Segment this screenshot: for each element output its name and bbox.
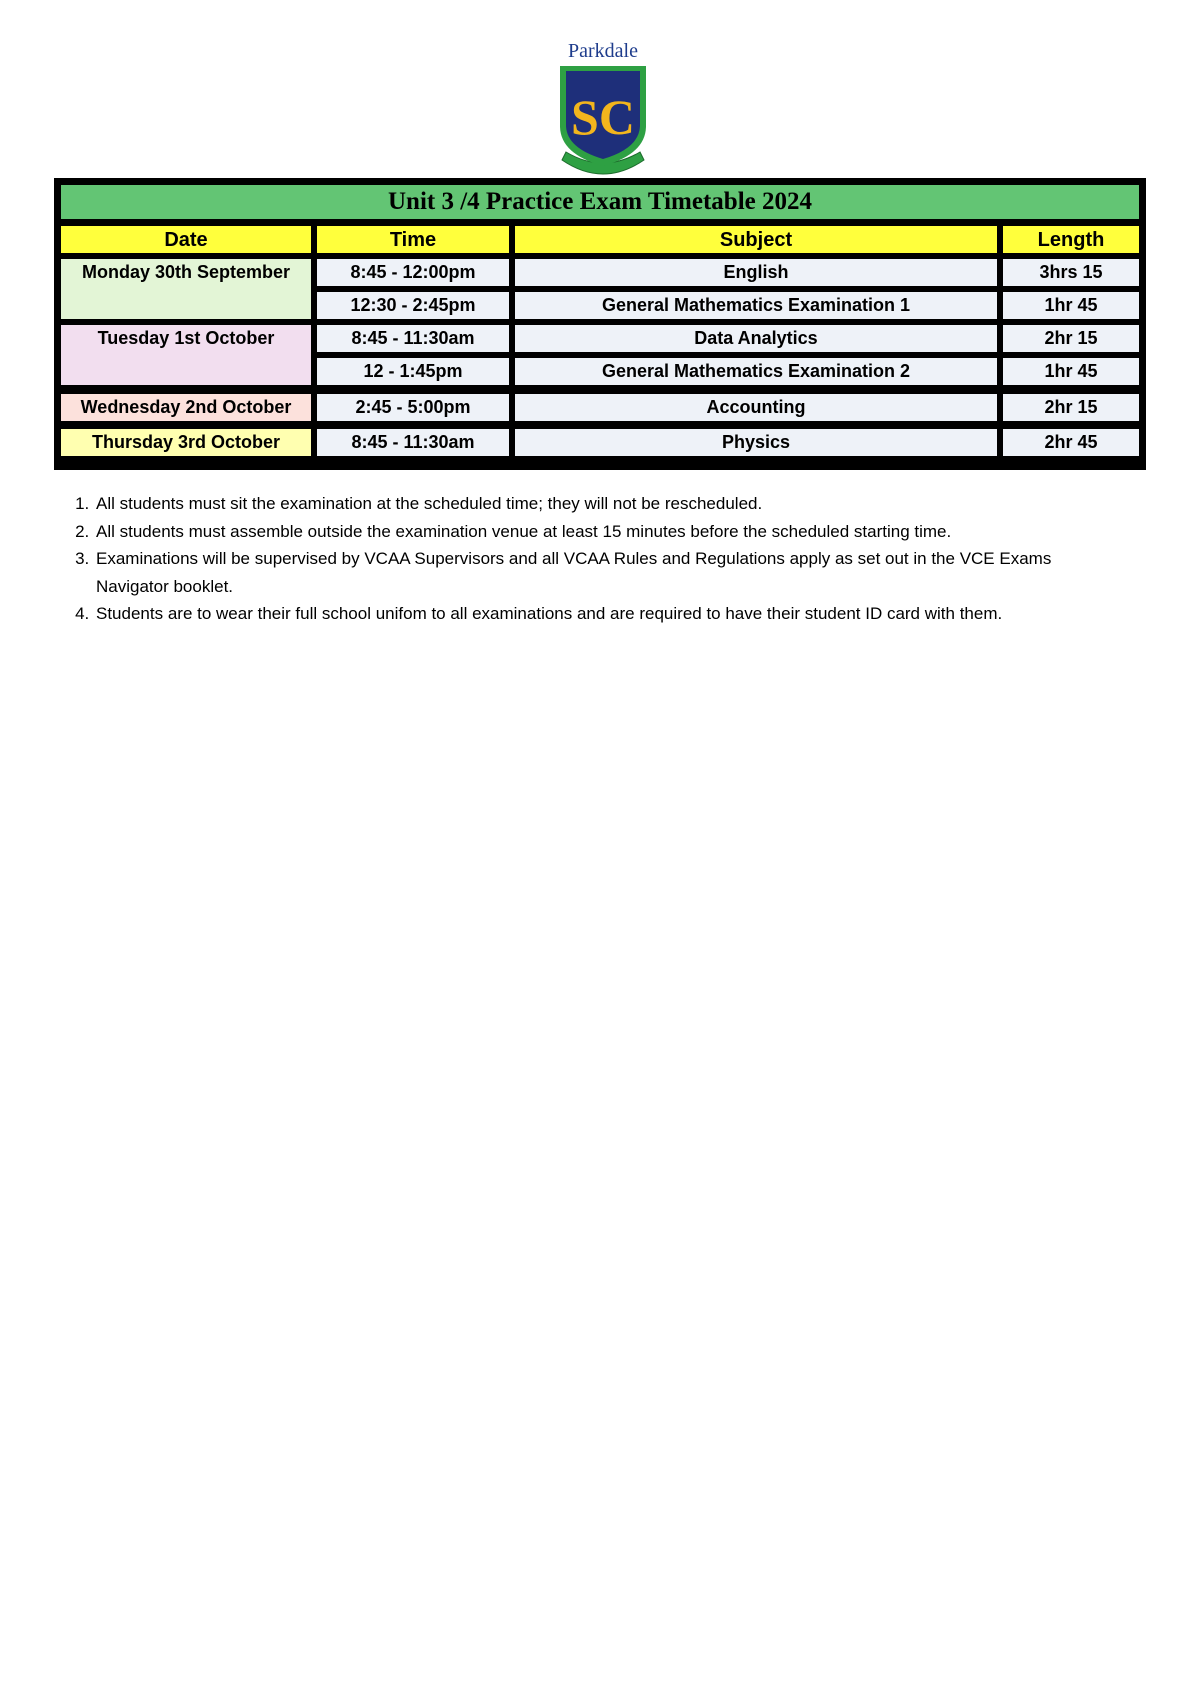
rule-item: 1. All students must sit the examination at the scheduled time; they will not be rescheduled.	[94, 490, 1094, 518]
length-cell: 1hr 45	[1002, 291, 1140, 320]
date-cell: Monday 30th September	[60, 258, 312, 320]
header-subject: Subject	[514, 225, 998, 254]
time-cell: 2:45 - 5:00pm	[316, 393, 510, 422]
rule-item: 2. All students must assemble outside the examination venue at least 15 minutes before the scheduled starting time.	[94, 518, 1094, 546]
time-cell: 12 - 1:45pm	[316, 357, 510, 386]
date-cell: Wednesday 2nd October	[60, 393, 312, 422]
time-cell: 8:45 - 12:00pm	[316, 258, 510, 287]
subject-cell: Physics	[514, 428, 998, 457]
crest-emblem: SC	[571, 89, 635, 145]
school-logo	[548, 40, 658, 176]
rule-item: 3. Examinations will be supervised by VCAA Supervisors and all VCAA Rules and Regulations apply as set out in the VCE Exams Navigator booklet.	[94, 545, 1094, 600]
length-cell: 2hr 15	[1002, 324, 1140, 353]
rule-item: 4. Students are to wear their full school unifom to all examinations and are required to have their student ID card with them.	[94, 600, 1094, 628]
time-cell: 8:45 - 11:30am	[316, 428, 510, 457]
length-cell: 1hr 45	[1002, 357, 1140, 386]
logo-wordmark: Parkdale	[568, 40, 638, 62]
subject-cell: English	[514, 258, 998, 287]
date-cell: Thursday 3rd October	[60, 428, 312, 457]
school-crest-icon	[548, 62, 658, 176]
length-cell: 2hr 45	[1002, 428, 1140, 457]
time-cell: 8:45 - 11:30am	[316, 324, 510, 353]
subject-cell: General Mathematics Examination 2	[514, 357, 998, 386]
exam-timetable	[54, 178, 1146, 470]
subject-cell: Data Analytics	[514, 324, 998, 353]
header-date: Date	[60, 225, 312, 254]
header-length: Length	[1002, 225, 1140, 254]
time-cell: 12:30 - 2:45pm	[316, 291, 510, 320]
date-cell: Tuesday 1st October	[60, 324, 312, 386]
subject-cell: Accounting	[514, 393, 998, 422]
timetable-title: Unit 3 /4 Practice Exam Timetable 2024	[60, 184, 1140, 220]
header-time: Time	[316, 225, 510, 254]
exam-rules-list	[72, 490, 1094, 628]
length-cell: 2hr 15	[1002, 393, 1140, 422]
length-cell: 3hrs 15	[1002, 258, 1140, 287]
subject-cell: General Mathematics Examination 1	[514, 291, 998, 320]
